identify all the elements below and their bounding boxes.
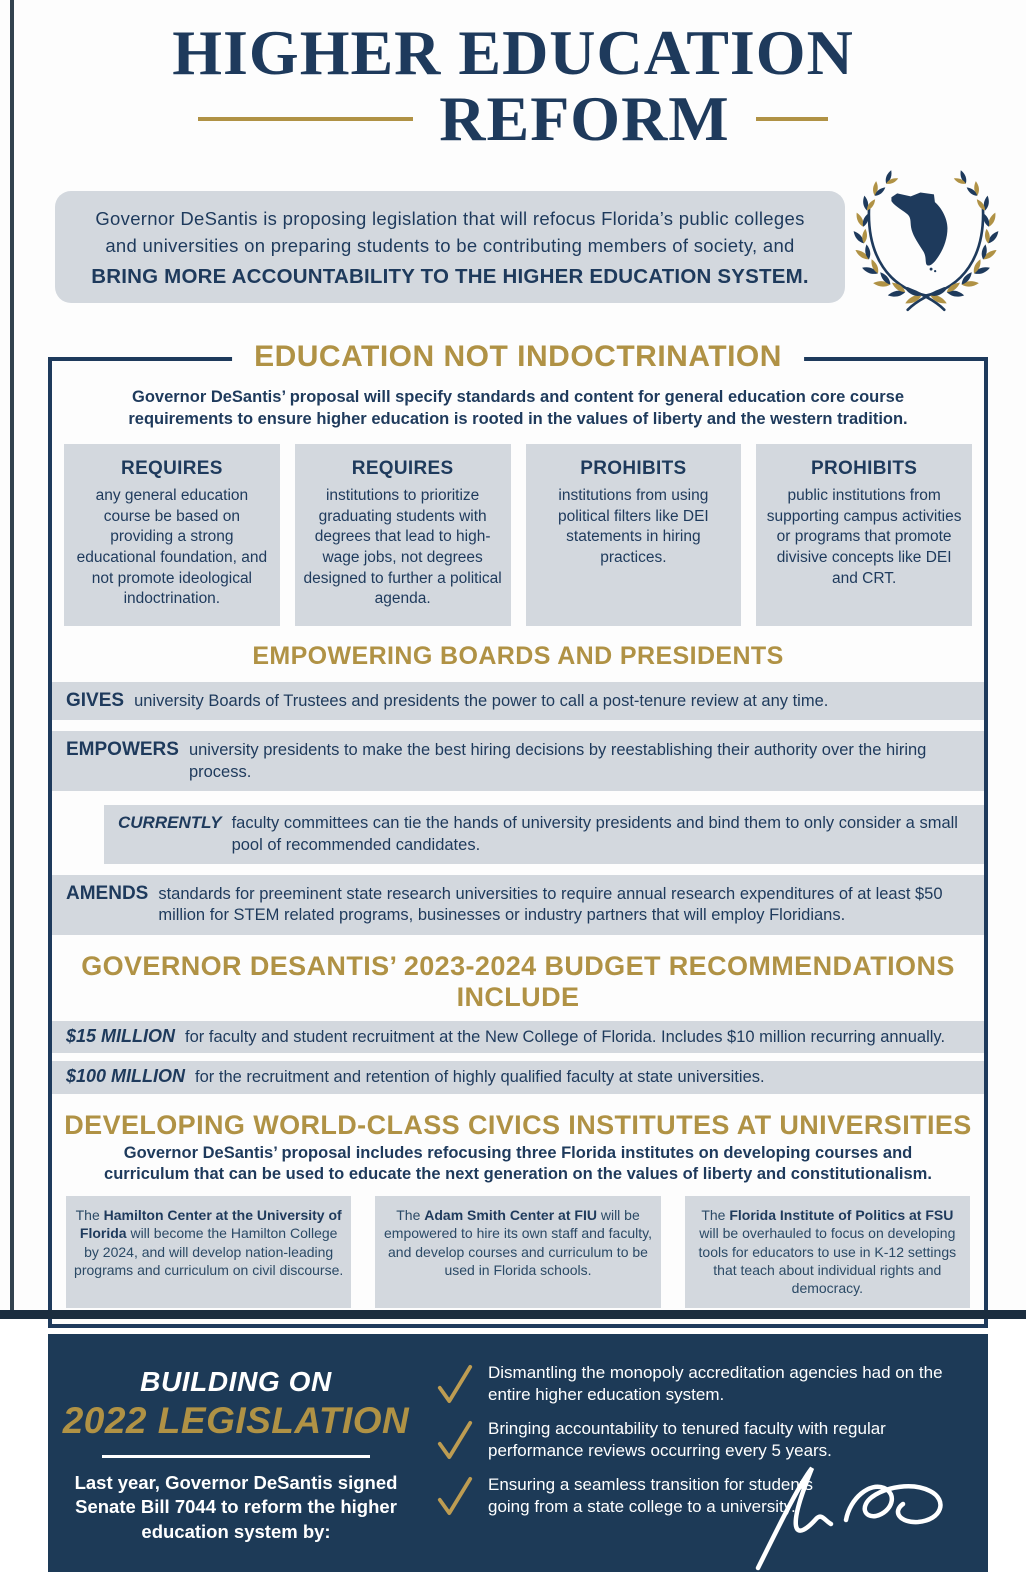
civics-section-title: DEVELOPING WORLD-CLASS CIVICS INSTITUTES AT UNIVERSITIES: [64, 1109, 972, 1140]
civics-card-bold: Adam Smith Center at FIU: [424, 1206, 597, 1223]
page-title-line1: HIGHER EDUCATION: [172, 17, 854, 88]
civics-card-bold: Florida Institute of Politics at FSU: [729, 1206, 954, 1223]
row-text: for the recruitment and retention of highly qualified faculty at state universities.: [195, 1068, 765, 1087]
budget-row-100m: [52, 1061, 984, 1093]
card-body: public institutions from supporting campus activities or programs that promote divisive concepts like DEI and CRT.: [766, 487, 962, 587]
page-title-line2: REFORM: [439, 83, 730, 155]
row-text: for faculty and student recruitment at the New College of Florida. Includes $10 million recurring annually.: [185, 1027, 946, 1046]
card-body: institutions to prioritize graduating students with degrees that lead to high-wage jobs, not degrees designed to further a political agenda.: [303, 487, 502, 608]
budget-section-title: GOVERNOR DESANTIS’ 2023-2024 BUDGET RECOMMENDATIONS INCLUDE: [81, 950, 955, 1012]
page-bottom-bar: [0, 1310, 1026, 1319]
card-body: institutions from using political filters like DEI statements in hiring practices.: [558, 487, 709, 566]
currently-row: [104, 805, 984, 864]
row-label: $100 MILLION: [66, 1066, 186, 1087]
row-label: AMENDS: [66, 882, 149, 904]
civics-card-hamilton: [66, 1196, 351, 1308]
civics-card-bold: Hamilton Center at the University of Florida: [79, 1206, 342, 1242]
florida-state-icon: [891, 193, 947, 266]
education-section-subtitle: Governor DeSantis’ proposal will specify standards and content for general education core course requirements to ensure higher education is rooted in the values of liberty and the western tradition.: [128, 388, 908, 428]
education-cards: [52, 430, 984, 626]
gold-rule-right: [756, 117, 828, 121]
checklist-item-text: Ensuring a seamless transition for students going from a state college to a university.: [488, 1475, 814, 1517]
footer-left-column: [60, 1360, 412, 1544]
card-body: any general education course be based on providing a strong educational foundation, and not promote ideological indoctrination.: [76, 487, 268, 608]
civics-card-lead: The: [701, 1206, 730, 1223]
footer-divider: [102, 1455, 370, 1458]
masthead: [0, 0, 1026, 155]
row-label: GIVES: [66, 689, 125, 711]
main-content-box: [48, 340, 988, 1328]
checklist-item: [436, 1362, 974, 1406]
card-heading: REQUIRES: [351, 458, 454, 480]
empowers-row: [52, 731, 984, 791]
page-title-line2-row: [0, 83, 1026, 155]
checklist-item-text: Dismantling the monopoly accreditation agencies had on the entire higher education system.: [488, 1362, 943, 1405]
footer-intro-text: Last year, Governor DeSantis signed Senate Bill 7044 to reform the higher education system by:: [74, 1471, 398, 1542]
checkmark-icon: [436, 1475, 474, 1517]
education-section-title: EDUCATION NOT INDOCTRINATION: [232, 340, 804, 374]
checkmark-icon: [436, 1363, 474, 1405]
governor-signature: [746, 1454, 984, 1572]
footer-2022-legislation: [48, 1334, 988, 1572]
intro-text-line1: Governor DeSantis is proposing legislation that will refocus Florida’s public colleges: [95, 207, 805, 229]
intro-box: [55, 191, 845, 303]
row-label: CURRENTLY: [118, 813, 222, 833]
gives-row: [52, 682, 984, 720]
row-label: $15 MILLION: [66, 1025, 176, 1046]
intro-text-bold: BRING MORE ACCOUNTABILITY TO THE HIGHER EDUCATION SYSTEM.: [91, 264, 809, 288]
requires-card-2: [295, 444, 511, 626]
requires-card-1: [64, 444, 280, 626]
row-label: EMPOWERS: [66, 739, 179, 761]
amends-row: [52, 875, 984, 935]
checklist-item-text: Bringing accountability to tenured faculty with regular performance reviews occurring every 5 years.: [488, 1419, 886, 1461]
civics-card-lead: The: [396, 1206, 425, 1223]
card-heading: REQUIRES: [121, 458, 223, 480]
row-text: faculty committees can tie the hands of university presidents and bind them to only consider a small pool of recommended candidates.: [231, 814, 958, 854]
card-heading: PROHIBITS: [580, 458, 687, 480]
gold-rule-left: [198, 117, 413, 121]
intro-section: [0, 181, 1026, 329]
civics-card-rest: will be overhauled to focus on developing tools for educators to use in K-12 settings that teach about individual rights and democracy.: [698, 1225, 957, 1297]
checkmark-icon: [436, 1419, 474, 1461]
empowering-section-title: EMPOWERING BOARDS AND PRESIDENTS: [252, 641, 784, 670]
prohibits-card-2: [756, 444, 972, 626]
row-text: university Boards of Trustees and presidents the power to call a post-tenure review at any time.: [134, 691, 829, 710]
budget-row-15m: [52, 1021, 984, 1053]
civics-card-lead: The: [75, 1206, 104, 1223]
prohibits-card-1: [526, 444, 742, 626]
row-text: university presidents to make the best hiring decisions by reestablishing their authority over the hiring process.: [188, 741, 927, 781]
civics-card-fsu-politics: [685, 1196, 970, 1308]
intro-text-line2: and universities on preparing students to be contributing members of society, and: [105, 234, 795, 256]
civics-section-subtitle: Governor DeSantis’ proposal includes refocusing three Florida institutes on developing courses and curriculum that can be used to educate the next generation on the values of liberty and constitutionalism.: [104, 1143, 932, 1184]
civics-cards: [52, 1186, 984, 1324]
footer-title-line2: 2022 LEGISLATION: [62, 1399, 410, 1441]
row-text: standards for preeminent state research universities to require annual research expenditures of at least $50 million for STEM related programs, businesses or industry partners that will employ Floridians.: [158, 884, 943, 925]
footer-title-line1: BUILDING ON: [140, 1365, 332, 1397]
card-heading: PROHIBITS: [811, 458, 918, 480]
civics-card-rest: will become the Hamilton College by 2024, and will develop nation-leading programs and curriculum on civil discourse.: [74, 1225, 344, 1279]
civics-card-adam-smith: [375, 1196, 660, 1308]
civics-card-rest: will be empowered to hire its own staff and faculty, and develop courses and curriculum to be used in Florida schools.: [384, 1206, 652, 1279]
florida-laurel-wreath-icon: [842, 145, 1010, 323]
